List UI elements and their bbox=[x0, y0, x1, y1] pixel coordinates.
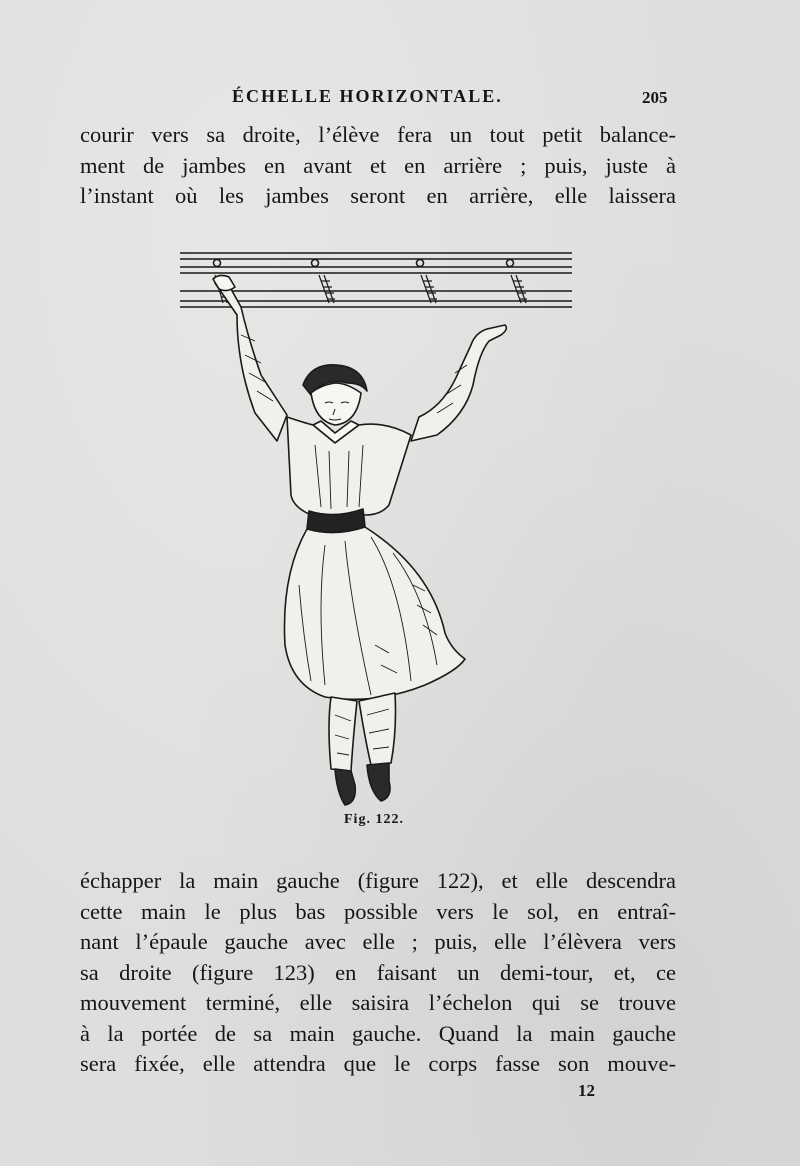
text-line: à la portée de sa main gauche. Quand la main gauche bbox=[80, 1020, 676, 1046]
page-number: 205 bbox=[642, 88, 668, 107]
signature-mark: 12 bbox=[578, 1081, 595, 1100]
text-line: cette main le plus bas possible vers le sol, en entraî- bbox=[80, 898, 676, 924]
running-head: ÉCHELLE HORIZONTALE. bbox=[232, 86, 503, 106]
horizontal-ladder bbox=[180, 253, 572, 307]
text-line: courir vers sa droite, l’élève fera un tout petit balance- bbox=[80, 122, 676, 147]
paragraph-bottom bbox=[80, 866, 676, 1080]
figure-illustration bbox=[175, 245, 575, 815]
text-line: ment de jambes en avant et en arrière ; puis, juste à bbox=[80, 152, 676, 178]
figure-caption: Fig. 122. bbox=[344, 812, 404, 827]
text-line: échapper la main gauche (figure 122), et elle descendra bbox=[80, 868, 676, 893]
text-line: nant l’épaule gauche avec elle ; puis, elle l’élèvera vers bbox=[80, 929, 676, 954]
text-line: l’instant où les jambes seront en arrière, elle laissera bbox=[80, 183, 676, 208]
text-line: mouvement terminé, elle saisira l’échelon qui se trouve bbox=[80, 990, 676, 1015]
paragraph-top bbox=[80, 120, 676, 212]
girl-figure bbox=[213, 275, 506, 805]
text-line: sera fixée, elle attendra que le corps fasse son mouve- bbox=[80, 1051, 676, 1076]
text-line: sa droite (figure 123) en faisant un demi-tour, et, ce bbox=[80, 959, 676, 985]
